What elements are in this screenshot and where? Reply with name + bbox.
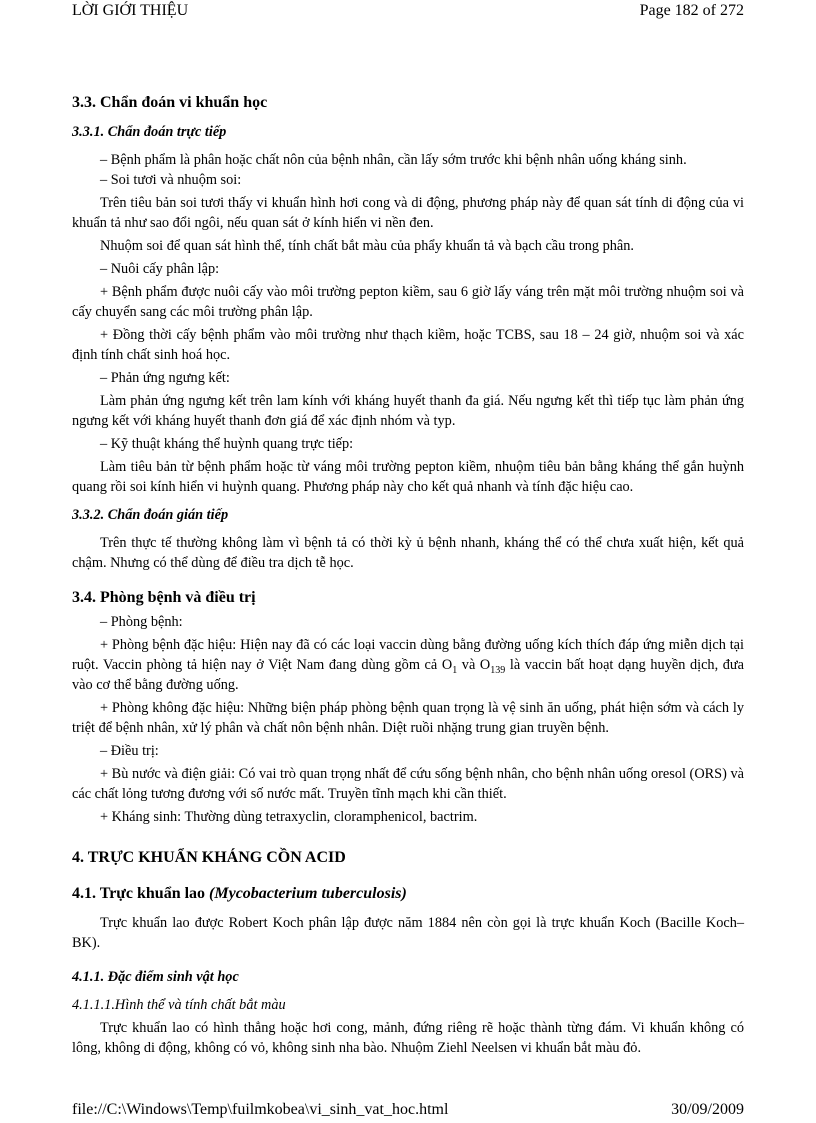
text-run: và O [457, 657, 491, 673]
section-4-1-1-heading: 4.1.1. Đặc điểm sinh vật học [72, 969, 239, 985]
paragraph [72, 635, 744, 695]
text-run: + Phòng bệnh đặc hiệu: Hiện nay đã có các loại vaccin dùng bằng đường uống kích thích đáp ứng miễn dịch tại ruột. Vaccin phòng tả hiện nay ở Việt Nam đang dùng gồm cả O [72, 637, 744, 673]
text-run: là vaccin bất hoạt dạng huyền dịch, đưa vào cơ thể bằng đường uống. [72, 657, 744, 693]
section-3-3-2-heading: 3.3.2. Chẩn đoán gián tiếp [72, 507, 229, 523]
paragraph: Trực khuẩn lao có hình thẳng hoặc hơi cong, mảnh, đứng riêng rẽ hoặc thành từng đám. Vi khuẩn không có lông, không di động, không có vỏ, không sinh nha bào. Nhuộm Ziehl Neelsen vi khuẩn bắt màu đỏ. [72, 1020, 744, 1056]
paragraph: + Bù nước và điện giải: Có vai trò quan trọng nhất để cứu sống bệnh nhân, cho bệnh nhân uống oresol (ORS) và các chất lỏng tương đương với số nước mất. Truyền tĩnh mạch khi cần thiết. [72, 766, 744, 802]
paragraph: Trên thực tế thường không làm vì bệnh tả có thời kỳ ủ bệnh nhanh, kháng thể có thể chưa xuất hiện, kết quả chậm. Nhưng có thể dùng để điều tra dịch tễ học. [72, 535, 744, 571]
paragraph: Trên tiêu bản soi tươi thấy vi khuẩn hình hơi cong và di động, phương pháp này để quan sát tính di động của vi khuẩn tả như sao đổi ngôi, nếu quan sát ở kính hiển vi nền đen. [72, 195, 744, 231]
paragraph: + Bệnh phẩm được nuôi cấy vào môi trường pepton kiềm, sau 6 giờ lấy váng trên mặt môi trường nhuộm soi và cấy chuyển sang các môi trường phân lập. [72, 284, 744, 320]
subscript: 1 [452, 664, 458, 676]
paragraph: – Bệnh phẩm là phân hoặc chất nôn của bệnh nhân, cần lấy sớm trước khi bệnh nhân uống kháng sinh. [100, 152, 687, 168]
paragraph: – Kỹ thuật kháng thể huỳnh quang trực tiếp: [100, 436, 354, 452]
file-path: file://C:\Windows\Temp\fuilmkobea\vi_sinh_vat_hoc.html [72, 1101, 449, 1118]
section-3-3-heading: 3.3. Chẩn đoán vi khuẩn học [72, 94, 268, 111]
paragraph: + Phòng không đặc hiệu: Những biện pháp phòng bệnh quan trọng là vệ sinh ăn uống, phát hiện sớm và cách ly triệt để bệnh nhân, xử lý phân và chất nôn bệnh nhân. Diệt ruồi nhặng trung gian truyền bệnh. [72, 700, 744, 736]
section-4-1-1-1-heading: 4.1.1.1.Hình thể và tính chất bắt màu [72, 997, 286, 1013]
paragraph: – Nuôi cấy phân lập: [100, 261, 220, 277]
paragraph: + Đồng thời cấy bệnh phẩm vào môi trường như thạch kiềm, hoặc TCBS, sau 18 – 24 giờ, nhuộm soi và xác định tính chất sinh hoá học. [72, 327, 744, 363]
heading-italic-text: (Mycobacterium tuberculosis) [209, 885, 407, 902]
heading-text: 4.1. Trực khuẩn lao [72, 885, 210, 902]
paragraph: – Điều trị: [100, 743, 159, 759]
section-3-3-1-heading: 3.3.1. Chẩn đoán trực tiếp [72, 124, 227, 140]
page-number: Page 182 of 272 [639, 2, 744, 19]
section-3-4-heading: 3.4. Phòng bệnh và điều trị [72, 589, 256, 606]
paragraph: + Kháng sinh: Thường dùng tetraxyclin, cloramphenicol, bactrim. [100, 809, 478, 825]
document-body [72, 92, 744, 1058]
paragraph: – Soi tươi và nhuộm soi: [100, 172, 242, 188]
subscript: 139 [490, 664, 506, 676]
paragraph: – Phòng bệnh: [100, 614, 183, 630]
footer-date: 30/09/2009 [671, 1101, 744, 1118]
page-header-title: LỜI GIỚI THIỆU [72, 2, 189, 19]
paragraph: Trực khuẩn lao được Robert Koch phân lập được năm 1884 nên còn gọi là trực khuẩn Koch (Bacille Koch– BK). [72, 915, 744, 951]
paragraph: Làm phản ứng ngưng kết trên lam kính với kháng huyết thanh đa giá. Nếu ngưng kết thì tiếp tục làm phản ứng ngưng kết với kháng huyết thanh đơn giá để xác định nhóm và typ. [72, 393, 744, 429]
paragraph: Nhuộm soi để quan sát hình thể, tính chất bắt màu của phẩy khuẩn tả và bạch cầu trong phân. [100, 238, 634, 254]
section-4-heading: 4. TRỰC KHUẨN KHÁNG CỒN ACID [72, 849, 346, 866]
section-4-1-heading [72, 883, 744, 905]
paragraph: Làm tiêu bản từ bệnh phẩm hoặc từ váng môi trường pepton kiềm, nhuộm tiêu bản bằng kháng thể gắn huỳnh quang rồi soi kính hiển vi huỳnh quang. Phương pháp này cho kết quả nhanh và tính đặc hiệu cao. [72, 459, 744, 495]
paragraph: – Phản ứng ngưng kết: [100, 370, 230, 386]
